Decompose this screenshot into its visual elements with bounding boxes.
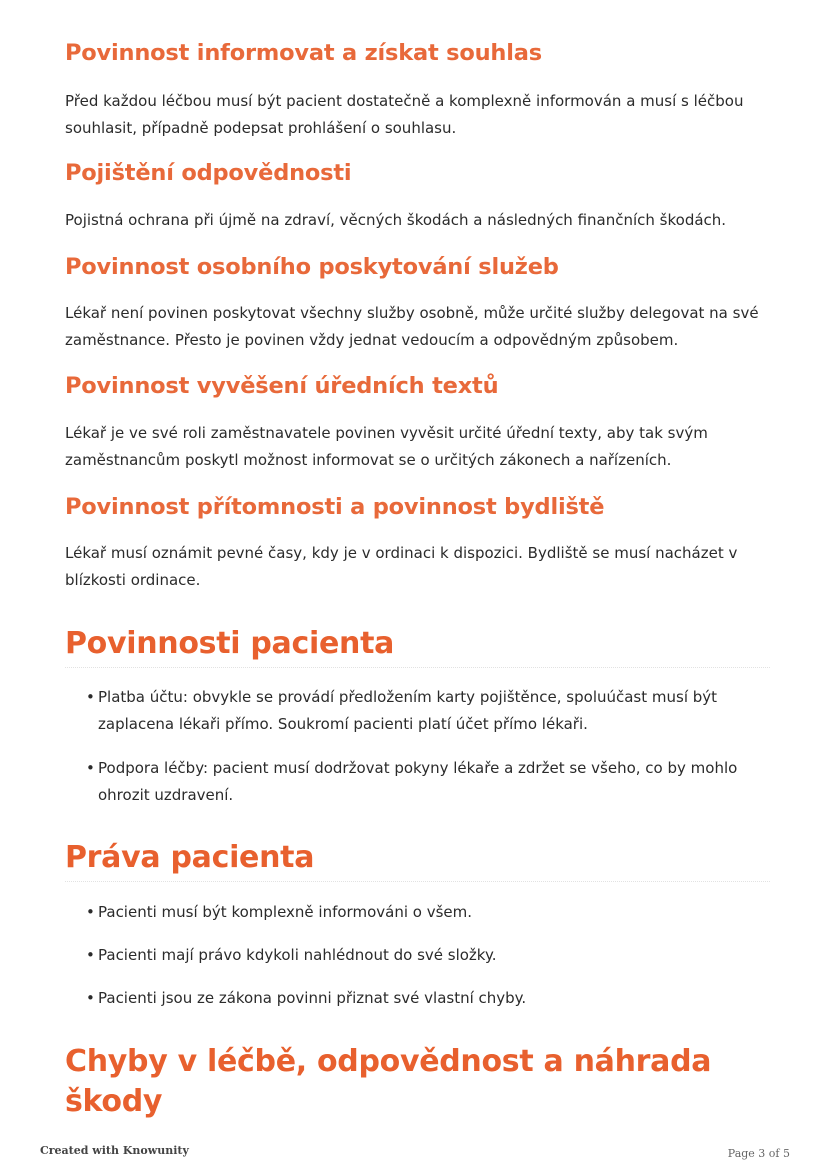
divider xyxy=(65,881,770,882)
patient-duties-heading: Povinnosti pacienta xyxy=(65,626,395,661)
section-text: Lékař je ve své roli zaměstnavatele povinen vyvěsit určité úřední texty, aby tak svým zaměstnancům poskytl možnost informovat se o určitých zákonech a nařízeních. xyxy=(65,424,708,469)
patient-rights-heading: Práva pacienta xyxy=(65,840,315,875)
list-item: Pacienti jsou ze zákona povinni přiznat své vlastní chyby. xyxy=(98,989,527,1007)
bullet-icon: • xyxy=(86,946,95,964)
section-heading: Pojištění odpovědnosti xyxy=(65,160,352,186)
section-text: Pojistná ochrana při újmě na zdraví, věcných škodách a následných finančních škodách. xyxy=(65,211,727,229)
section-text: Před každou léčbou musí být pacient dostatečně a komplexně informován a musí s léčbou souhlasit, případně podepsat prohlášení o souhlasu. xyxy=(65,92,744,137)
list-item: Podpora léčby: pacient musí dodržovat pokyny lékaře a zdržet se všeho, co by mohlo ohrozit uzdravení. xyxy=(98,759,738,804)
bullet-icon: • xyxy=(86,989,95,1007)
section-heading: Povinnost informovat a získat souhlas xyxy=(65,40,542,66)
section-text: Lékař musí oznámit pevné časy, kdy je v ordinaci k dispozici. Bydliště se musí nacházet v blízkosti ordinace. xyxy=(65,544,738,589)
section-heading: Povinnost osobního poskytování služeb xyxy=(65,254,559,280)
divider xyxy=(65,667,770,668)
bullet-icon: • xyxy=(86,688,95,706)
bullet-icon: • xyxy=(86,903,95,921)
bullet-icon: • xyxy=(86,759,95,777)
section-heading: Povinnost vyvěšení úředních textů xyxy=(65,373,499,399)
list-item: Pacienti mají právo kdykoli nahlédnout do své složky. xyxy=(98,946,497,964)
section-text: Lékař není povinen poskytovat všechny služby osobně, může určité služby delegovat na své zaměstnance. Přesto je povinen vždy jednat vedoucím a odpovědným způsobem. xyxy=(65,304,759,349)
footer-created-with: Created with Knowunity xyxy=(40,1144,189,1157)
list-item: Platba účtu: obvykle se provádí předložením karty pojištěnce, spoluúčast musí být zaplacena lékaři přímo. Soukromí pacienti platí účet přímo lékaři. xyxy=(98,688,718,733)
section-heading: Povinnost přítomnosti a povinnost bydliště xyxy=(65,494,605,520)
list-item: Pacienti musí být komplexně informováni o všem. xyxy=(98,903,473,921)
footer-page-number: Page 3 of 5 xyxy=(727,1147,790,1160)
errors-liability-heading: Chyby v léčbě, odpovědnost a náhrada škody xyxy=(65,1044,712,1119)
